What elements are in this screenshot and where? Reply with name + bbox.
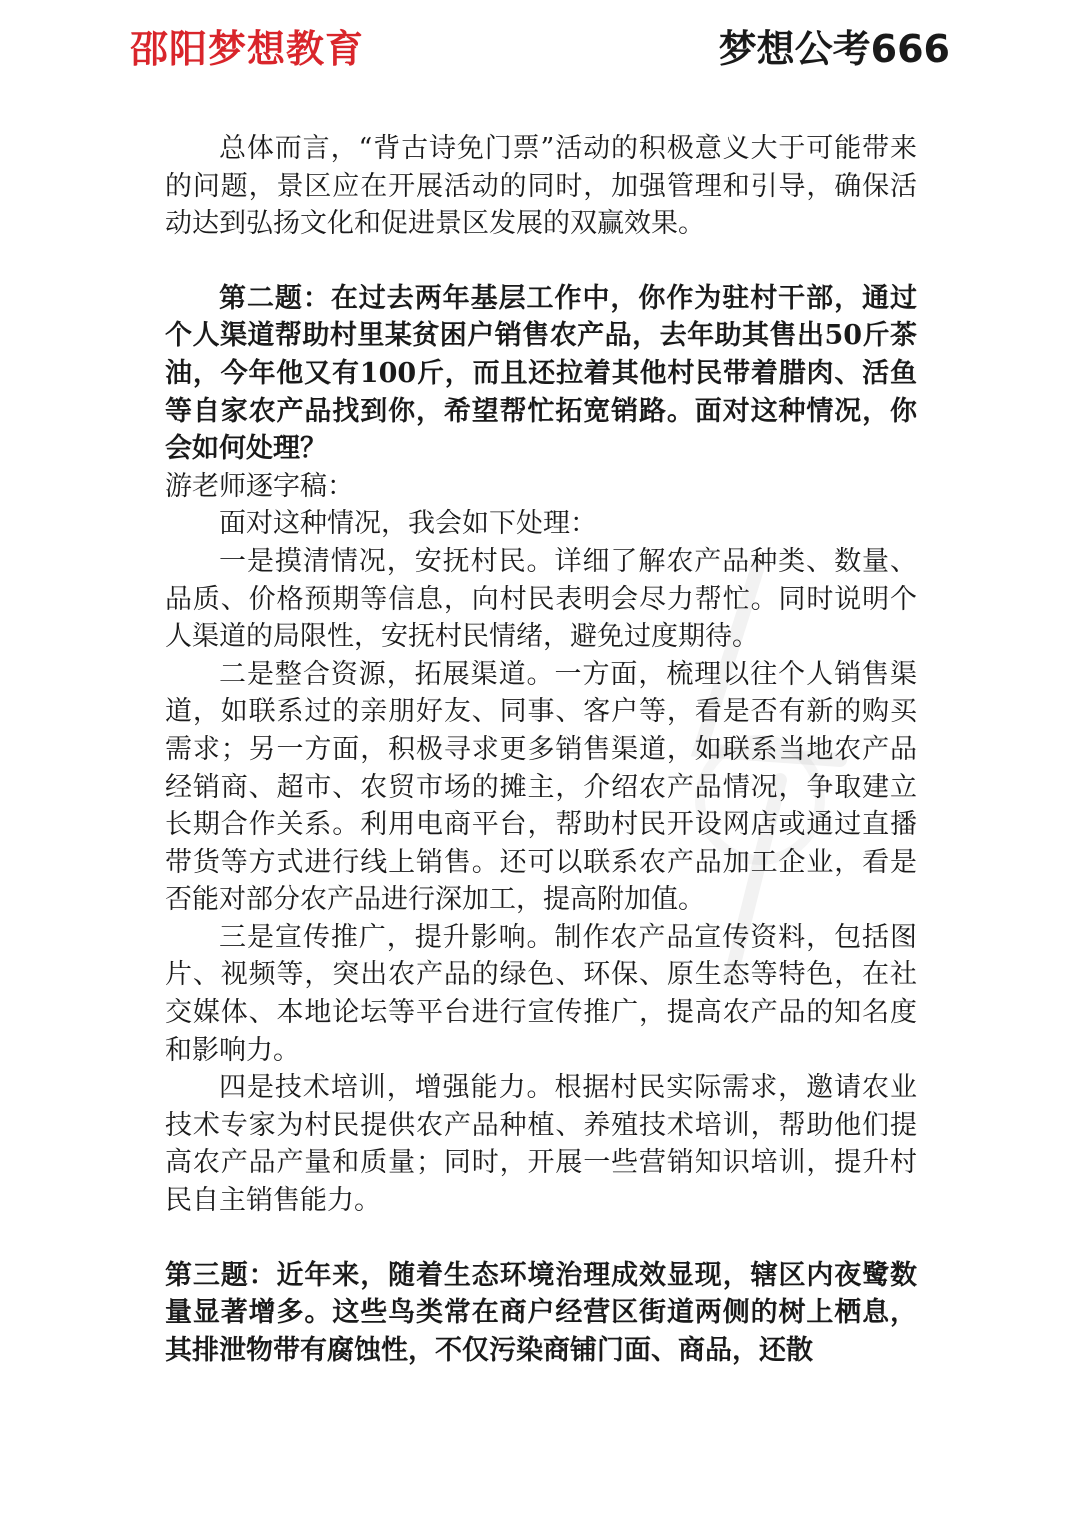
spacer <box>165 1220 917 1257</box>
question-three-title: 第三题：近年来，随着生态环境治理成效显现，辖区内夜鹭数量显著增多。这些鸟类常在商户经营区街道两侧的树上栖息，其排泄物带有腐蚀性，不仅污染商铺门面、商品，还散 <box>165 1259 917 1366</box>
brand-left-title: 邵阳梦想教育 <box>130 27 365 71</box>
document-body <box>165 130 917 1369</box>
answer-point-three: 三是宣传推广，提升影响。制作农产品宣传资料，包括图片、视频等，突出农产品的绿色、环保、原生态等特色，在社交媒体、本地论坛等平台进行宣传推广，提高农产品的知名度和影响力。 <box>165 921 917 1066</box>
summary-paragraph: 总体而言，“背古诗免门票”活动的积极意义大于可能带来的问题，景区应在开展活动的同时，加强管理和引导，确保活动达到弘扬文化和促进景区发展的双赢效果。 <box>165 133 917 240</box>
question-two-title: 第二题：在过去两年基层工作中，你作为驻村干部，通过个人渠道帮助村里某贫困户销售农产品，去年助其售出50斤茶油，今年他又有100斤，而且还拉着其他村民带着腊肉、活鱼等自家农产品找到你，希望帮忙拓宽销路。面对这种情况，你会如何处理？ <box>165 282 917 465</box>
answer-point-four: 四是技术培训，增强能力。根据村民实际需求，邀请农业技术专家为村民提供农产品种植、养殖技术培训，帮助他们提高农产品产量和质量；同时，开展一些营销知识培训，提升村民自主销售能力。 <box>165 1072 917 1217</box>
answer-point-two: 二是整合资源，拓展渠道。一方面，梳理以往个人销售渠道，如联系过的亲朋好友、同事、客户等，看是否有新的购买需求；另一方面，积极寻求更多销售渠道，如联系当地农产品经销商、超市、农贸市场的摊主，介绍农产品情况，争取建立长期合作关系。利用电商平台，帮助村民开设网店或通过直播带货等方式进行线上销售。还可以联系农产品加工企业，看是否能对部分农产品进行深加工，提高附加值。 <box>165 658 917 916</box>
answer-point-one: 一是摸清情况，安抚村民。详细了解农产品种类、数量、品质、价格预期等信息，向村民表明会尽力帮忙。同时说明个人渠道的局限性，安抚村民情绪，避免过度期待。 <box>165 545 917 653</box>
answer-intro: 面对这种情况，我会如下处理： <box>219 508 597 540</box>
author-line: 游老师逐字稿： <box>165 470 354 502</box>
spacer <box>165 243 917 280</box>
brand-right-title: 梦想公考666 <box>718 27 950 71</box>
